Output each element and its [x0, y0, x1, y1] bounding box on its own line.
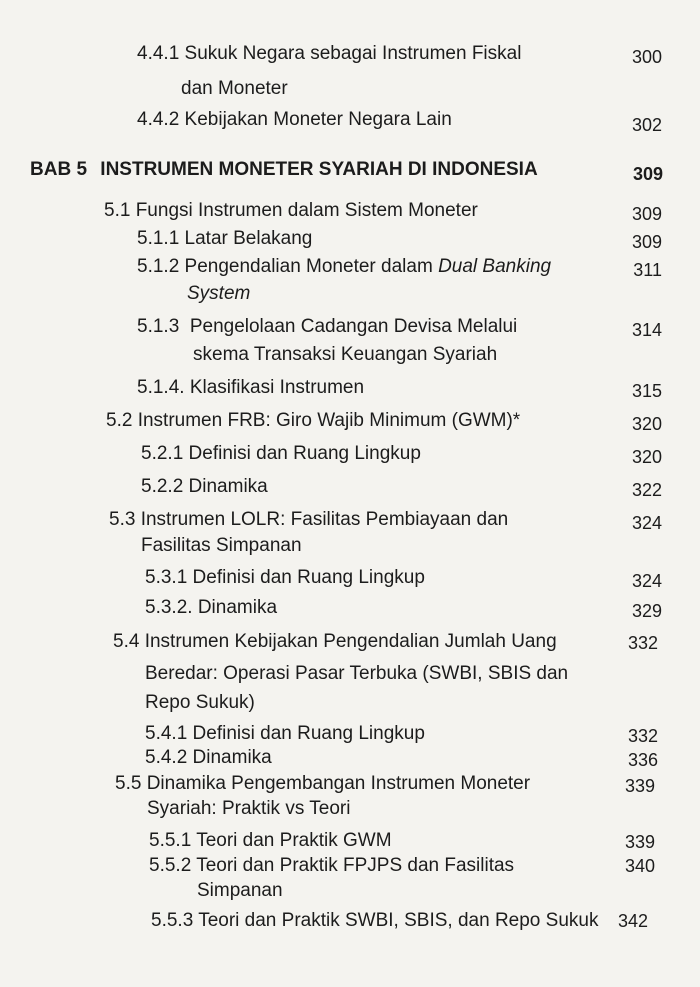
toc-entry-5-4-2 [145, 745, 272, 771]
toc-entry-5-5-3 [151, 908, 598, 934]
entry-title: Klasifikasi Instrumen [189, 377, 365, 398]
toc-entry-5-1 [104, 198, 478, 224]
toc-entry-5-5-2-cont: Simpanan [197, 880, 283, 901]
entry-title-italic: System [187, 283, 251, 304]
entry-title: Definisi dan Ruang Lingkup [192, 567, 425, 588]
toc-entry-4-4-2 [137, 107, 452, 133]
toc-entry-5-4 [113, 629, 557, 655]
toc-entry-5-1-3 [137, 314, 517, 340]
entry-code: 5.1.1 [137, 228, 180, 249]
entry-code: 4.4.2 [137, 109, 180, 130]
page-number: 311 [633, 260, 662, 280]
entry-title: Instrumen LOLR: Fasilitas Pembiayaan dan [140, 509, 509, 530]
entry-code: 5.5.2 [149, 855, 192, 876]
entry-title-italic: Dual Banking [438, 256, 552, 277]
chapter-title: INSTRUMEN MONETER SYARIAH DI INDONESIA [100, 159, 538, 180]
page-number: 340 [624, 856, 655, 876]
entry-title: Dinamika Pengembangan Instrumen Moneter [146, 773, 531, 794]
entry-code: 5.2 [106, 410, 133, 431]
entry-title: Pengendalian Moneter dalam [184, 256, 439, 277]
toc-entry-5-2-1 [141, 441, 421, 467]
chapter-heading [30, 157, 538, 183]
toc-entry-5-3-1 [145, 565, 425, 591]
entry-code: 5.1.4. [137, 377, 185, 398]
page-number: 329 [631, 601, 662, 621]
entry-title: Latar Belakang [184, 228, 313, 249]
toc-entry-5-5-cont: Syariah: Praktik vs Teori [147, 798, 351, 819]
entry-code: 5.1.3 [137, 316, 180, 337]
page-number: 320 [631, 414, 662, 434]
toc-entry-5-2 [106, 408, 520, 434]
chapter-label: BAB 5 [30, 159, 88, 180]
entry-code: 5.2.2 [141, 476, 184, 497]
entry-title: Sukuk Negara sebagai Instrumen Fiskal [184, 43, 522, 64]
entry-code: 5.4.1 [145, 723, 188, 744]
page-number: 315 [631, 381, 662, 401]
entry-title: Teori dan Praktik SWBI, SBIS, dan Repo Sukuk [198, 910, 599, 931]
page-number: 336 [627, 750, 658, 770]
entry-title: Dinamika [188, 476, 268, 497]
toc-entry-4-4-1 [137, 41, 521, 67]
entry-code: 5.1 [104, 200, 131, 221]
page-number: 309 [632, 164, 663, 184]
toc-entry-5-2-2 [141, 474, 268, 500]
entry-code: 5.4.2 [145, 747, 188, 768]
page-number: 332 [627, 633, 658, 653]
entry-title: Kebijakan Moneter Negara Lain [184, 109, 452, 130]
toc-entry-5-3-cont: Fasilitas Simpanan [141, 535, 302, 556]
page-number: 309 [631, 204, 662, 224]
toc-entry-5-4-cont: Repo Sukuk) [145, 692, 255, 713]
page-number: 332 [627, 726, 658, 746]
entry-code: 5.5 [115, 773, 142, 794]
entry-title: Teori dan Praktik FPJPS dan Fasilitas [196, 855, 515, 876]
entry-title: Pengelolaan Cadangan Devisa Melalui [189, 316, 518, 337]
page-number: 302 [631, 115, 662, 135]
entry-code: 5.3.1 [145, 567, 188, 588]
toc-entry-5-1-2 [137, 254, 551, 280]
page-number: 339 [624, 776, 655, 796]
toc-entry-5-5-1 [149, 828, 392, 854]
page-number: 322 [631, 480, 662, 500]
entry-title: Dinamika [192, 747, 272, 768]
entry-code: 5.4 [113, 631, 140, 652]
entry-code: 5.1.2 [137, 256, 180, 277]
entry-title: Dinamika [197, 597, 278, 618]
entry-title: Definisi dan Ruang Lingkup [188, 443, 421, 464]
toc-entry-5-3 [109, 507, 508, 533]
page-number: 320 [631, 447, 662, 467]
toc-entry-5-3-2 [145, 595, 277, 621]
toc-entry-5-4-1 [145, 721, 425, 747]
entry-title: Teori dan Praktik GWM [196, 830, 392, 851]
page-number: 300 [631, 47, 662, 67]
page-number: 339 [624, 832, 655, 852]
page-number: 324 [631, 571, 662, 591]
toc-entry-4-4-1-cont: dan Moneter [181, 78, 288, 99]
entry-code: 4.4.1 [137, 43, 180, 64]
entry-title: Instrumen Kebijakan Pengendalian Jumlah Uang [144, 631, 557, 652]
entry-code: 5.5.1 [149, 830, 192, 851]
page-number: 324 [631, 513, 662, 533]
entry-code: 5.5.3 [151, 910, 194, 931]
toc-entry-5-1-3-cont: skema Transaksi Keuangan Syariah [193, 344, 498, 365]
entry-code: 5.3.2. [145, 597, 193, 618]
toc-entry-5-1-2-cont [187, 281, 250, 307]
toc-entry-5-5 [115, 771, 530, 797]
page-number: 342 [618, 911, 649, 931]
toc-entry-5-4-cont: Beredar: Operasi Pasar Terbuka (SWBI, SBIS dan [145, 663, 569, 684]
toc-entry-5-1-4 [137, 375, 364, 401]
toc-entry-5-1-1 [137, 226, 312, 252]
entry-title: Definisi dan Ruang Lingkup [192, 723, 425, 744]
entry-title: Instrumen FRB: Giro Wajib Minimum (GWM)* [137, 410, 521, 431]
toc-entry-5-5-2 [149, 853, 514, 879]
entry-code: 5.2.1 [141, 443, 184, 464]
entry-title: Fungsi Instrumen dalam Sistem Moneter [135, 200, 478, 221]
entry-code: 5.3 [109, 509, 136, 530]
page-number: 309 [631, 232, 662, 252]
page-number: 314 [631, 320, 662, 340]
